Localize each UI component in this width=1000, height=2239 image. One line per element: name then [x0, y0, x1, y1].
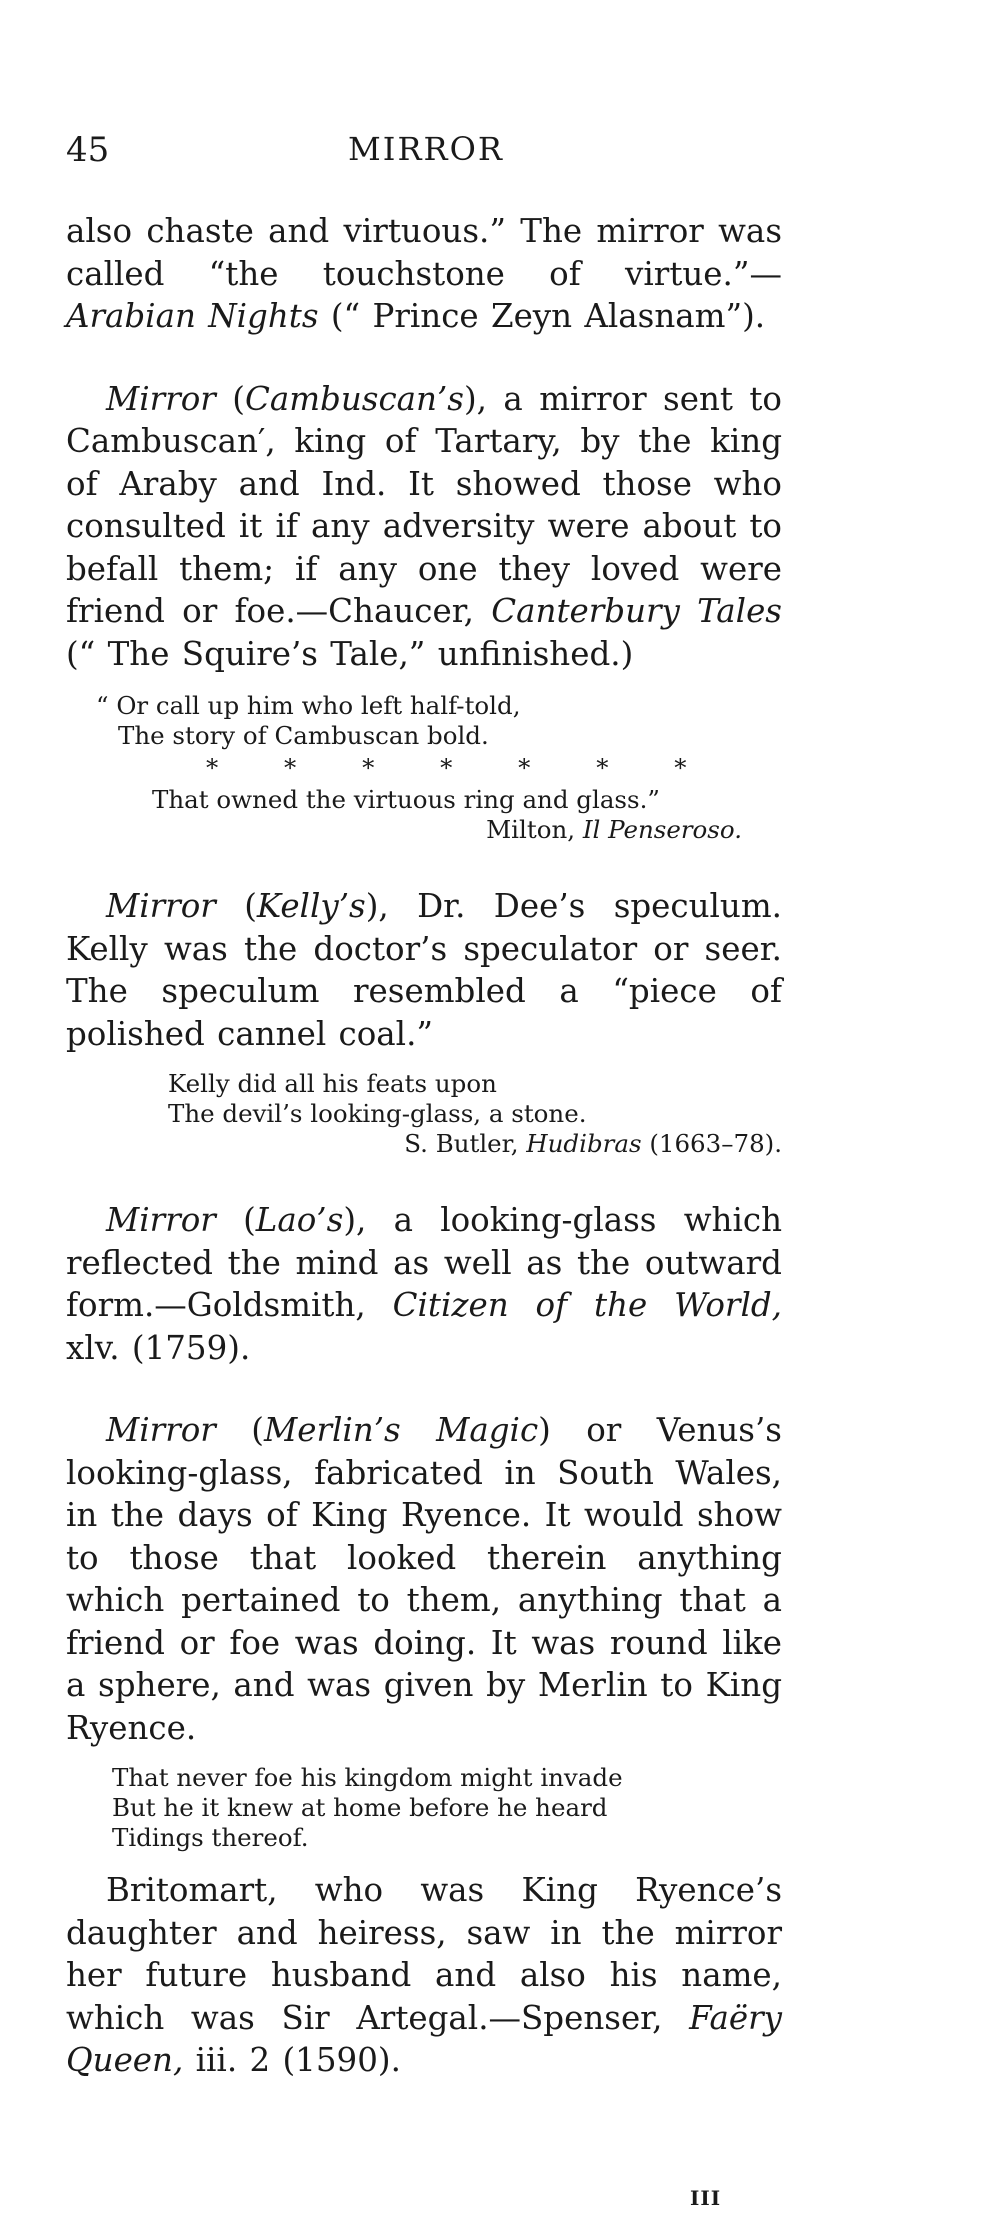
attribution-author: Milton, — [486, 815, 583, 844]
work-title: Citizen of the World, — [392, 1286, 782, 1324]
text: a mirror sent to Cambuscan′, king of Tartary, by the king of Araby and Ind. It showed those who consulted it if any adversity were about to befall them; if any one they loved were friend or foe.—Chaucer, — [66, 379, 782, 630]
text: Britomart, who was King Ryence’s daughter and heiress, saw in the mirror her future husband and also his name, which was Sir Artegal.—Spenser, — [66, 1871, 782, 2037]
entry-qualifier: Kelly’s — [256, 887, 366, 925]
quote-line: Tidings thereof. — [112, 1823, 309, 1852]
attribution-title: Hudibras — [526, 1129, 642, 1158]
work-title: Canterbury Tales — [491, 592, 782, 630]
work-title: Arabian Nights — [66, 297, 319, 335]
work-title: Faëry Queen, — [66, 1998, 782, 2079]
text: (“ Prince Zeyn Alasnam”). — [318, 297, 766, 335]
asterisk-ellipsis: * * * * * * * — [206, 753, 687, 782]
attribution-title: Il Penseroso. — [582, 815, 742, 844]
entry-qualifier: Merlin’s Magic — [263, 1411, 539, 1449]
quote-line: That owned the virtuous ring and glass.” — [152, 785, 660, 814]
quote-line: The devil’s looking-glass, a stone. — [168, 1099, 587, 1128]
text: Dr. Dee’s speculum. Kelly was the doctor’s speculator or seer. The speculum resembled a “piece of polished cannel coal.” — [66, 887, 783, 1053]
entry-mirror-lao: Mirror (Lao’s), a looking-glass which reflected the mind as well as the outward form.—Goldsmith, Citizen of the World, xlv. (1759). — [66, 1201, 782, 1367]
entry-qualifier: Cambuscan’s — [244, 379, 464, 418]
quotation-milton — [66, 691, 782, 845]
entry-britomart — [66, 1869, 782, 2082]
text: or Venus’s looking-glass, fabricated in South Wales, in the days of King Ryence. It would show to those that looked therein anything which pertained to them, anything that a friend or foe was doing. It was round like a sphere, and was given by Merlin to King Ryence. — [66, 1411, 782, 1747]
quote-line: The story of Cambuscan bold. — [118, 721, 489, 750]
quote-attribution — [96, 815, 782, 845]
page-number: 45 — [66, 130, 110, 170]
entry-mirror-cambuscan: Mirror (Cambuscan’s), a mirror sent to Cambuscan′, king of Tartary, by the king of Araby and Ind. It showed those who consulted it if any adversity were about to befall them; if any one they loved were friend or foe.—Chaucer, Canterbury Tales (“ The Squire’s Tale,” unfinished.) — [66, 379, 782, 673]
entry-headword: Mirror — [106, 1411, 216, 1449]
attribution-date: (1663–78). — [641, 1129, 782, 1158]
running-head: MIRROR — [348, 130, 504, 168]
entry-prev-tail — [66, 210, 782, 338]
text: (“ The Squire’s Tale,” unfinished.) — [66, 634, 634, 673]
quote-line: “ Or call up him who left half-told, — [96, 691, 521, 720]
quote-line: Kelly did all his feats upon — [168, 1069, 497, 1098]
entry-headword: Mirror — [106, 379, 216, 418]
text: also chaste and virtuous.” The mirror was called “the touchstone of virtue.”— — [66, 212, 782, 293]
page-header — [66, 130, 786, 178]
attribution-author: S. Butler, — [404, 1129, 527, 1158]
entry-mirror-merlin: Mirror (Merlin’s Magic) or Venus’s looking-glass, fabricated in South Wales, in the days of King Ryence. It would show to those that looked therein anything which pertained to them, anything that a friend or foe was doing. It was round like a sphere, and was given by Merlin to King Ryence. — [66, 1411, 782, 1747]
text: iii. 2 (1590). — [183, 2041, 401, 2079]
quotation-spenser — [66, 1763, 782, 1853]
quotation-butler — [66, 1069, 782, 1159]
entry-headword: Mirror — [106, 1201, 216, 1239]
entry-qualifier: Lao’s — [255, 1201, 344, 1239]
text: a looking-glass which reflected the mind as well as the outward form.—Goldsmith, — [66, 1201, 782, 1324]
printer-signature: III — [690, 2186, 722, 2210]
entry-headword: Mirror — [106, 887, 216, 925]
text: xlv. (1759). — [66, 1328, 251, 1367]
quote-attribution — [168, 1129, 782, 1159]
quote-line: But he it knew at home before he heard — [112, 1793, 608, 1822]
entry-mirror-kelly: Mirror (Kelly’s), Dr. Dee’s speculum. Kelly was the doctor’s speculator or seer. The speculum resembled a “piece of polished cannel coal.” — [66, 887, 783, 1053]
quote-line: That never foe his kingdom might invade — [112, 1763, 623, 1792]
text-column — [66, 210, 782, 2082]
